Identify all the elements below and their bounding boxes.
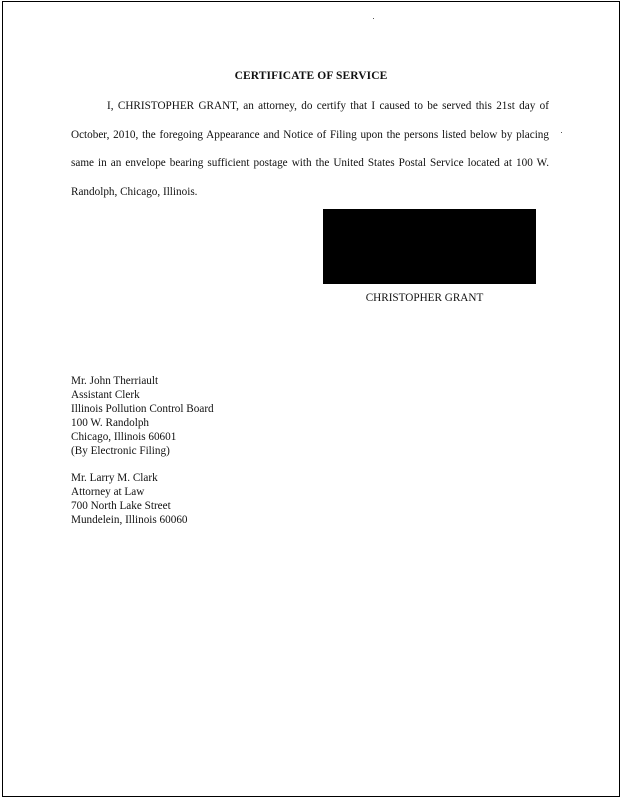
address-line: 700 North Lake Street	[71, 500, 171, 512]
address-line: Chicago, Illinois 60601	[71, 431, 177, 443]
signatory-name: CHRISTOPHER GRANT	[365, 292, 484, 304]
recipient-address-block	[71, 471, 188, 527]
address-line: Mundelein, Illinois 60060	[71, 514, 188, 526]
recipient-address-block	[71, 374, 214, 458]
address-line: Illinois Pollution Control Board	[71, 403, 214, 415]
address-line: (By Electronic Filing)	[71, 445, 170, 457]
scan-speck	[561, 132, 562, 133]
address-line: Mr. John Therriault	[71, 375, 159, 387]
document-title: CERTIFICATE OF SERVICE	[234, 70, 388, 82]
address-line: Mr. Larry M. Clark	[71, 472, 158, 484]
certification-paragraph	[71, 92, 549, 206]
document-page	[2, 1, 620, 797]
scan-speck	[373, 18, 374, 19]
address-line: Assistant Clerk	[71, 389, 140, 401]
certification-text: I, CHRISTOPHER GRANT, an attorney, do certify that I caused to be served this 21st day of October, 2010, the foregoing Appearance and Notice of Filing upon the persons listed below by placing same in an envelope bearing sufficient postage with the United States Postal Service located at 100 W. Randolph, Chicago, Illinois.	[71, 100, 549, 198]
address-line: Attorney at Law	[71, 486, 145, 498]
redacted-signature-block	[323, 209, 536, 284]
address-line: 100 W. Randolph	[71, 417, 150, 429]
